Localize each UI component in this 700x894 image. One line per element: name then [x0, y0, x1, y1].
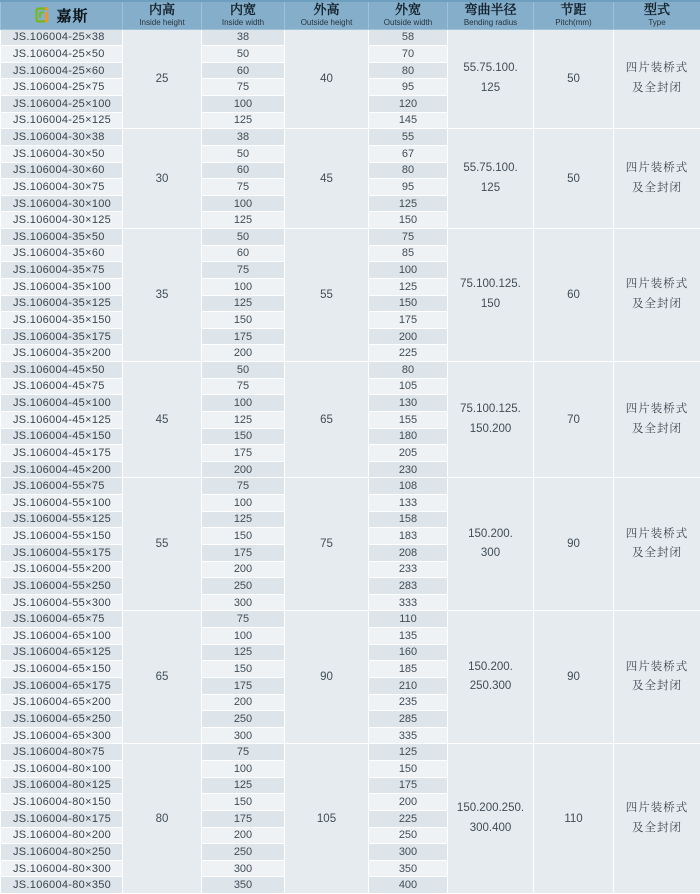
inside-height-cell: 55	[123, 478, 202, 611]
col-header-outside-width	[369, 1, 448, 29]
model-cell: JS.106004-65×200	[1, 694, 123, 711]
col-title-zh: 型式	[643, 1, 670, 17]
inside-width-cell: 100	[202, 395, 285, 412]
col-header-bending-radius	[448, 1, 534, 29]
brand-cell	[1, 1, 123, 29]
outside-width-cell: 125	[369, 278, 448, 295]
pitch-cell: 50	[534, 129, 614, 229]
outside-height-cell: 90	[285, 611, 369, 744]
inside-width-cell: 175	[202, 328, 285, 345]
cell-line: 及全封闭	[632, 181, 682, 194]
model-cell: JS.106004-25×60	[1, 62, 123, 79]
bending-radius-cell	[448, 29, 534, 129]
model-cell: JS.106004-25×75	[1, 79, 123, 96]
bending-radius-cell	[448, 478, 534, 611]
outside-width-cell: 125	[369, 195, 448, 212]
inside-width-cell: 50	[202, 229, 285, 246]
cell-line: 75.100.125.	[460, 403, 521, 416]
col-title-zh: 弯曲半径	[464, 1, 517, 17]
model-cell: JS.106004-65×300	[1, 727, 123, 744]
outside-width-cell: 55	[369, 129, 448, 146]
pitch-cell: 90	[534, 611, 614, 744]
inside-width-cell: 100	[202, 628, 285, 645]
outside-width-cell: 100	[369, 262, 448, 279]
model-cell: JS.106004-45×100	[1, 395, 123, 412]
outside-width-cell: 155	[369, 411, 448, 428]
cell-line: 及全封闭	[632, 422, 682, 435]
outside-width-cell: 200	[369, 794, 448, 811]
cell-line: 150.200	[469, 422, 512, 435]
model-cell: JS.106004-35×150	[1, 312, 123, 329]
inside-width-cell: 38	[202, 129, 285, 146]
model-cell: JS.106004-80×200	[1, 827, 123, 844]
outside-width-cell: 250	[369, 827, 448, 844]
model-cell: JS.106004-45×200	[1, 461, 123, 478]
col-header-type	[614, 1, 700, 29]
inside-width-cell: 50	[202, 145, 285, 162]
inside-height-cell: 80	[123, 744, 202, 894]
cell-line: 55.75.100.	[463, 62, 518, 75]
inside-width-cell: 100	[202, 495, 285, 512]
outside-width-cell: 150	[369, 295, 448, 312]
model-cell: JS.106004-45×50	[1, 362, 123, 379]
cell-line: 四片装桥式	[625, 278, 689, 291]
outside-width-cell: 95	[369, 79, 448, 96]
inside-width-cell: 150	[202, 528, 285, 545]
bending-radius-cell	[448, 362, 534, 478]
model-cell: JS.106004-25×100	[1, 96, 123, 113]
model-cell: JS.106004-55×125	[1, 511, 123, 528]
inside-width-cell: 100	[202, 96, 285, 113]
type-cell	[614, 29, 700, 129]
outside-width-cell: 150	[369, 761, 448, 778]
inside-width-cell: 300	[202, 727, 285, 744]
bending-radius-cell	[448, 611, 534, 744]
pitch-cell: 90	[534, 478, 614, 611]
outside-height-cell: 75	[285, 478, 369, 611]
inside-width-cell: 350	[202, 877, 285, 894]
inside-width-cell: 175	[202, 677, 285, 694]
inside-width-cell: 200	[202, 827, 285, 844]
model-cell: JS.106004-80×150	[1, 794, 123, 811]
inside-width-cell: 100	[202, 761, 285, 778]
inside-width-cell: 150	[202, 312, 285, 329]
cell-line: 及全封闭	[632, 680, 682, 693]
pitch-cell: 60	[534, 229, 614, 362]
col-title-en: Outside height	[300, 18, 353, 28]
model-cell: JS.106004-30×100	[1, 195, 123, 212]
inside-width-cell: 125	[202, 212, 285, 229]
cell-line: 300.400	[469, 821, 512, 834]
table-row	[1, 229, 700, 246]
col-title-en: Type	[648, 18, 666, 28]
outside-width-cell: 67	[369, 145, 448, 162]
inside-height-cell: 65	[123, 611, 202, 744]
outside-width-cell: 75	[369, 229, 448, 246]
pitch-cell: 50	[534, 29, 614, 129]
brand-name: 嘉斯	[56, 7, 89, 25]
col-title-en: Inside width	[221, 18, 265, 28]
outside-width-cell: 300	[369, 844, 448, 861]
model-cell: JS.106004-35×200	[1, 345, 123, 362]
model-cell: JS.106004-65×250	[1, 711, 123, 728]
inside-width-cell: 75	[202, 744, 285, 761]
bending-radius-cell	[448, 129, 534, 229]
inside-width-cell: 175	[202, 544, 285, 561]
model-cell: JS.106004-55×75	[1, 478, 123, 495]
col-title-zh: 节距	[560, 1, 587, 17]
outside-width-cell: 80	[369, 62, 448, 79]
inside-height-cell: 35	[123, 229, 202, 362]
bending-radius-cell	[448, 744, 534, 894]
spec-table-body	[1, 29, 700, 894]
outside-width-cell: 333	[369, 594, 448, 611]
inside-width-cell: 75	[202, 179, 285, 196]
model-cell: JS.106004-35×50	[1, 229, 123, 246]
inside-width-cell: 250	[202, 578, 285, 595]
inside-width-cell: 300	[202, 860, 285, 877]
col-header-inside-height	[123, 1, 202, 29]
table-row	[1, 478, 700, 495]
outside-width-cell: 233	[369, 561, 448, 578]
outside-width-cell: 210	[369, 677, 448, 694]
inside-width-cell: 150	[202, 794, 285, 811]
table-row	[1, 744, 700, 761]
table-row	[1, 129, 700, 146]
col-title-en: Outside width	[383, 18, 433, 28]
outside-width-cell: 175	[369, 312, 448, 329]
model-cell: JS.106004-25×38	[1, 29, 123, 46]
model-cell: JS.106004-65×150	[1, 661, 123, 678]
pitch-cell: 110	[534, 744, 614, 894]
col-header-pitch	[534, 1, 614, 29]
col-title-zh: 外宽	[394, 1, 421, 17]
model-cell: JS.106004-30×75	[1, 179, 123, 196]
outside-width-cell: 185	[369, 661, 448, 678]
type-cell	[614, 478, 700, 611]
outside-width-cell: 283	[369, 578, 448, 595]
model-cell: JS.106004-30×38	[1, 129, 123, 146]
col-header-inside-width	[202, 1, 285, 29]
col-title-en: Inside height	[139, 18, 185, 28]
inside-height-cell: 30	[123, 129, 202, 229]
model-cell: JS.106004-35×175	[1, 328, 123, 345]
inside-width-cell: 200	[202, 345, 285, 362]
cell-line: 125	[480, 181, 501, 194]
inside-width-cell: 125	[202, 644, 285, 661]
outside-width-cell: 108	[369, 478, 448, 495]
cell-line: 150.200.	[468, 527, 513, 540]
model-cell: JS.106004-25×125	[1, 112, 123, 129]
cell-line: 55.75.100.	[463, 162, 518, 175]
model-cell: JS.106004-30×60	[1, 162, 123, 179]
type-cell	[614, 129, 700, 229]
model-cell: JS.106004-35×125	[1, 295, 123, 312]
model-cell: JS.106004-45×125	[1, 411, 123, 428]
inside-width-cell: 50	[202, 362, 285, 379]
header-row	[1, 1, 700, 29]
inside-width-cell: 300	[202, 594, 285, 611]
outside-width-cell: 80	[369, 162, 448, 179]
inside-width-cell: 75	[202, 262, 285, 279]
cell-line: 四片装桥式	[625, 527, 689, 540]
cell-line: 150.200.250.	[456, 802, 525, 815]
cell-line: 及全封闭	[632, 298, 682, 310]
bending-radius-cell	[448, 229, 534, 362]
model-cell: JS.106004-80×250	[1, 844, 123, 861]
cell-line: 及全封闭	[632, 821, 682, 834]
outside-width-cell: 120	[369, 96, 448, 113]
inside-width-cell: 125	[202, 295, 285, 312]
inside-width-cell: 60	[202, 62, 285, 79]
inside-width-cell: 125	[202, 511, 285, 528]
inside-width-cell: 150	[202, 428, 285, 445]
cell-line: 四片装桥式	[625, 802, 689, 815]
model-cell: JS.106004-65×125	[1, 644, 123, 661]
outside-width-cell: 150	[369, 212, 448, 229]
outside-height-cell: 105	[285, 744, 369, 894]
pitch-cell: 70	[534, 362, 614, 478]
col-title-zh: 内宽	[229, 1, 256, 17]
inside-width-cell: 200	[202, 694, 285, 711]
inside-width-cell: 125	[202, 112, 285, 129]
model-cell: JS.106004-80×100	[1, 761, 123, 778]
outside-width-cell: 70	[369, 46, 448, 63]
model-cell: JS.106004-65×75	[1, 611, 123, 628]
cell-line: 150	[480, 298, 501, 310]
inside-width-cell: 125	[202, 411, 285, 428]
outside-width-cell: 135	[369, 628, 448, 645]
outside-width-cell: 85	[369, 245, 448, 262]
type-cell	[614, 744, 700, 894]
inside-width-cell: 60	[202, 162, 285, 179]
outside-width-cell: 130	[369, 395, 448, 412]
inside-width-cell: 50	[202, 46, 285, 63]
cell-line: 四片装桥式	[625, 403, 689, 416]
cell-line: 四片装桥式	[625, 62, 689, 75]
model-cell: JS.106004-80×300	[1, 860, 123, 877]
outside-width-cell: 145	[369, 112, 448, 129]
outside-width-cell: 133	[369, 495, 448, 512]
inside-height-cell: 25	[123, 29, 202, 129]
outside-width-cell: 105	[369, 378, 448, 395]
model-cell: JS.106004-45×175	[1, 445, 123, 462]
inside-width-cell: 75	[202, 79, 285, 96]
inside-height-cell: 45	[123, 362, 202, 478]
outside-width-cell: 160	[369, 644, 448, 661]
model-cell: JS.106004-80×75	[1, 744, 123, 761]
model-cell: JS.106004-80×350	[1, 877, 123, 894]
outside-width-cell: 225	[369, 345, 448, 362]
table-row	[1, 29, 700, 46]
type-cell	[614, 362, 700, 478]
col-title-en: Bending radius	[463, 18, 518, 28]
inside-width-cell: 100	[202, 195, 285, 212]
model-cell: JS.106004-45×75	[1, 378, 123, 395]
col-title-zh: 外高	[313, 1, 340, 17]
outside-width-cell: 350	[369, 860, 448, 877]
cell-line: 四片装桥式	[625, 660, 689, 673]
inside-width-cell: 250	[202, 844, 285, 861]
outside-width-cell: 158	[369, 511, 448, 528]
cell-line: 75.100.125.	[460, 278, 521, 291]
model-cell: JS.106004-55×100	[1, 495, 123, 512]
inside-width-cell: 125	[202, 777, 285, 794]
model-cell: JS.106004-55×250	[1, 578, 123, 595]
cell-line: 及全封闭	[632, 81, 682, 94]
outside-width-cell: 110	[369, 611, 448, 628]
outside-width-cell: 180	[369, 428, 448, 445]
outside-width-cell: 125	[369, 744, 448, 761]
model-cell: JS.106004-80×175	[1, 810, 123, 827]
outside-height-cell: 45	[285, 129, 369, 229]
cell-line: 150.200.	[468, 660, 513, 673]
model-cell: JS.106004-45×150	[1, 428, 123, 445]
cell-line: 250.300	[469, 680, 512, 693]
outside-height-cell: 55	[285, 229, 369, 362]
model-cell: JS.106004-55×150	[1, 528, 123, 545]
inside-width-cell: 200	[202, 561, 285, 578]
model-cell: JS.106004-35×60	[1, 245, 123, 262]
model-cell: JS.106004-25×50	[1, 46, 123, 63]
jiasi-logo-icon	[34, 6, 51, 24]
inside-width-cell: 75	[202, 611, 285, 628]
inside-width-cell: 175	[202, 445, 285, 462]
outside-width-cell: 335	[369, 727, 448, 744]
outside-height-cell: 65	[285, 362, 369, 478]
outside-width-cell: 58	[369, 29, 448, 46]
model-cell: JS.106004-65×100	[1, 628, 123, 645]
inside-width-cell: 100	[202, 278, 285, 295]
outside-width-cell: 235	[369, 694, 448, 711]
table-row	[1, 362, 700, 379]
inside-width-cell: 250	[202, 711, 285, 728]
outside-width-cell: 80	[369, 362, 448, 379]
col-title-zh: 内高	[148, 1, 175, 17]
outside-width-cell: 230	[369, 461, 448, 478]
inside-width-cell: 200	[202, 461, 285, 478]
outside-width-cell: 200	[369, 328, 448, 345]
model-cell: JS.106004-55×200	[1, 561, 123, 578]
type-cell	[614, 229, 700, 362]
model-cell: JS.106004-55×175	[1, 544, 123, 561]
inside-width-cell: 75	[202, 378, 285, 395]
model-cell: JS.106004-65×175	[1, 677, 123, 694]
inside-width-cell: 60	[202, 245, 285, 262]
outside-height-cell: 40	[285, 29, 369, 129]
model-cell: JS.106004-80×125	[1, 777, 123, 794]
table-row	[1, 611, 700, 628]
model-cell: JS.106004-55×300	[1, 594, 123, 611]
inside-width-cell: 38	[202, 29, 285, 46]
inside-width-cell: 75	[202, 478, 285, 495]
outside-width-cell: 208	[369, 544, 448, 561]
inside-width-cell: 175	[202, 810, 285, 827]
outside-width-cell: 205	[369, 445, 448, 462]
outside-width-cell: 225	[369, 810, 448, 827]
inside-width-cell: 150	[202, 661, 285, 678]
outside-width-cell: 95	[369, 179, 448, 196]
model-cell: JS.106004-35×75	[1, 262, 123, 279]
col-header-outside-height	[285, 1, 369, 29]
cell-line: 四片装桥式	[625, 162, 689, 175]
outside-width-cell: 183	[369, 528, 448, 545]
outside-width-cell: 400	[369, 877, 448, 894]
type-cell	[614, 611, 700, 744]
model-cell: JS.106004-30×50	[1, 145, 123, 162]
cell-line: 300	[480, 547, 501, 560]
model-cell: JS.106004-30×125	[1, 212, 123, 229]
outside-width-cell: 175	[369, 777, 448, 794]
col-title-en: Pitch(mm)	[555, 18, 592, 28]
model-cell: JS.106004-35×100	[1, 278, 123, 295]
cell-line: 125	[480, 81, 501, 94]
cell-line: 及全封闭	[632, 547, 682, 560]
outside-width-cell: 285	[369, 711, 448, 728]
